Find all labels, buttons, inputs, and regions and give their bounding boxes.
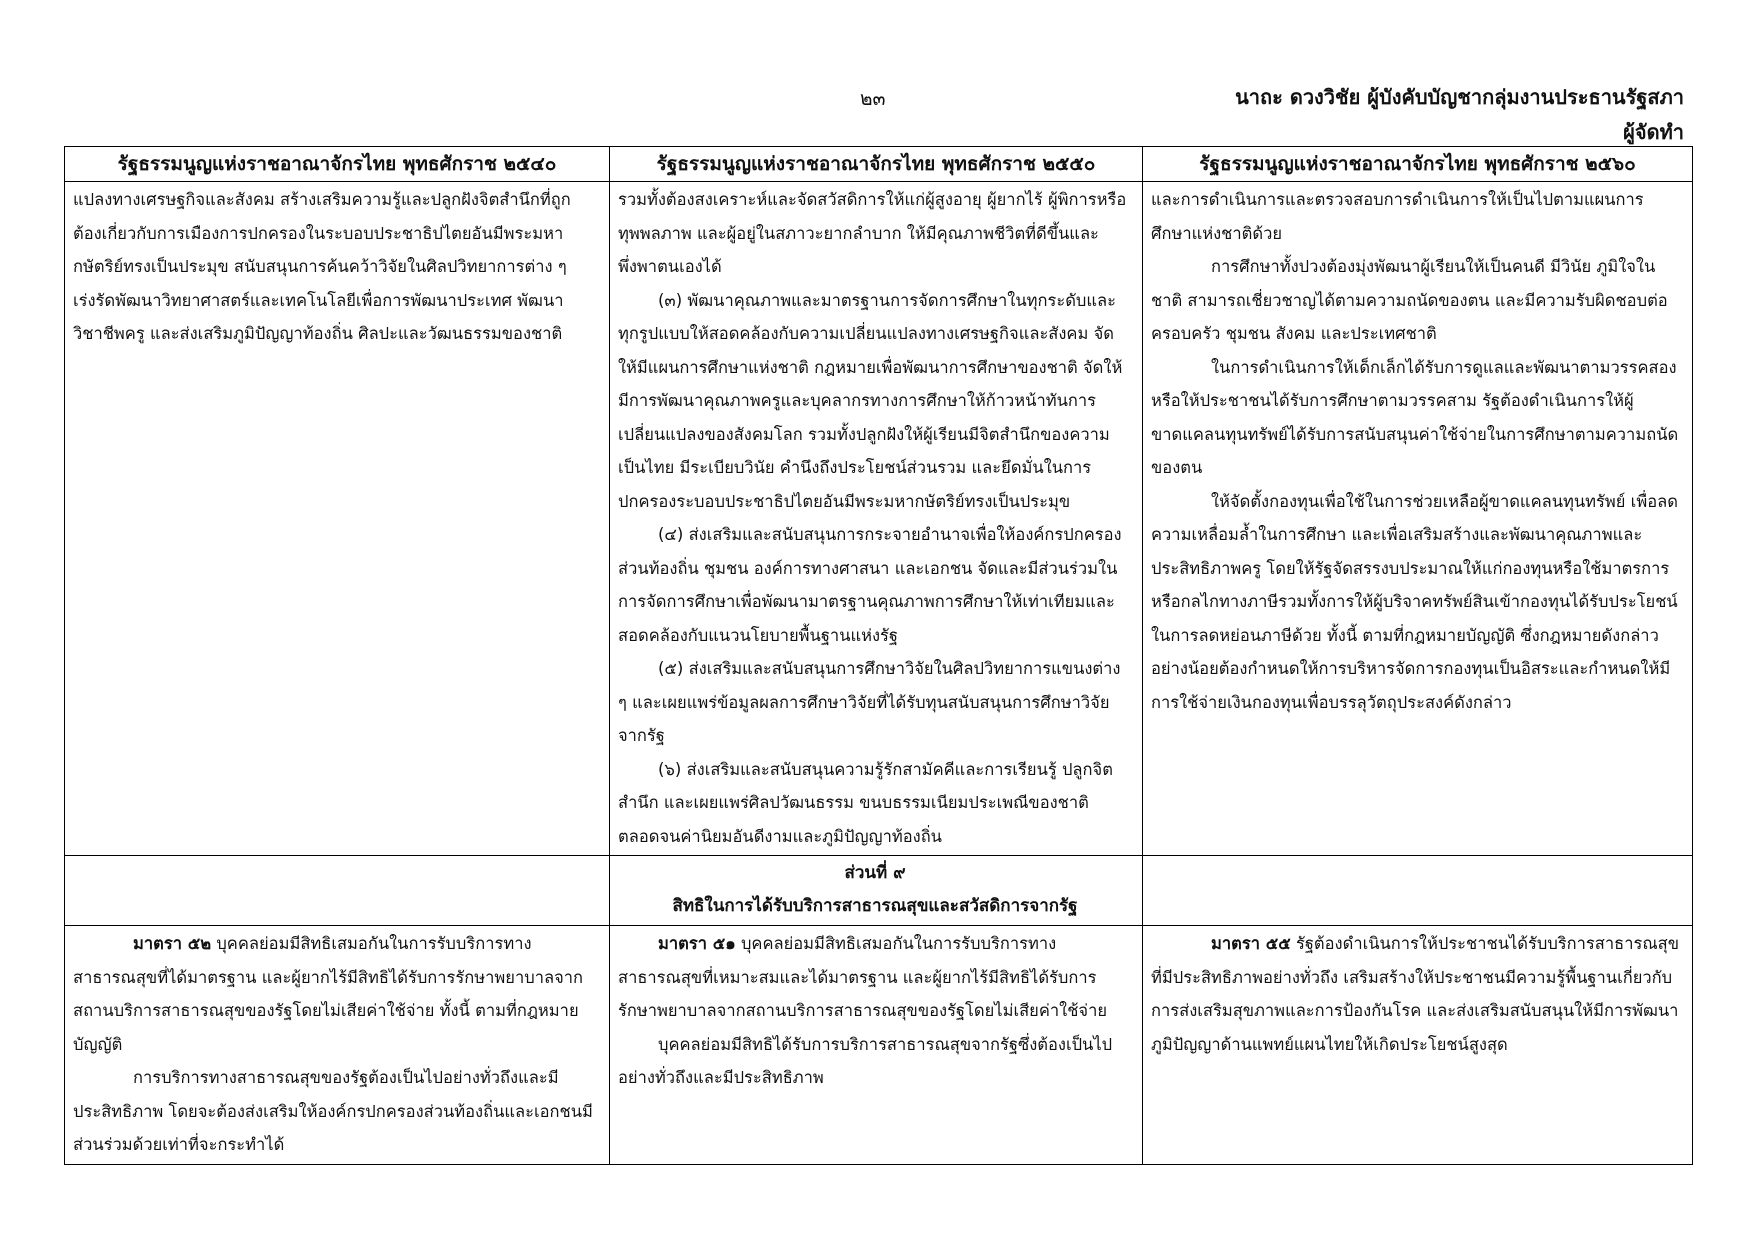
empty-cell [1143,856,1693,926]
paragraph: ในการดำเนินการให้เด็กเล็กได้รับการดูแลและพัฒนาตามวรรคสอง หรือให้ประชาชนได้รับการศึกษาตามวรรคสาม รัฐต้องดำเนินการให้ผู้ขาดแคลนทุนทรัพย์ได้รับการสนับสนุนค่าใช้จ่ายในการศึกษาตามความถนัดของตน [1151,357,1679,477]
table-row [65,182,1693,856]
paragraph: การศึกษาทั้งปวงต้องมุ่งพัฒนาผู้เรียนให้เป็นคนดี มีวินัย ภูมิใจในชาติ สามารถเชี่ยวชาญได้ตามความถนัดของตน และมีความรับผิดชอบต่อครอบครัว ชุมชน สังคม และประเทศชาติ [1151,257,1668,343]
cell-article-51 [610,926,1143,1165]
article-label: มาตรา ๕๑ [658,934,736,953]
author-role: ผู้จัดทำ [1623,120,1684,144]
paragraph [618,927,1132,1028]
article-text: รัฐต้องดำเนินการให้ประชาชนได้รับบริการสาธารณสุขที่มีประสิทธิภาพอย่างทั่วถึง เสริมสร้างให้ประชาชนมีความรู้พื้นฐานเกี่ยวกับการส่งเสริมสุขภาพและการป้องกันโรค และส่งเสริมสนับสนุนให้มีการพัฒนาภูมิปัญญาด้านแพทย์แผนไทยให้เกิดประโยชน์สูงสุด [1151,934,1679,1054]
cell-2550-continued [610,182,1143,856]
comparison-table [64,146,1693,1165]
paragraph: การบริการทางสาธารณสุขของรัฐต้องเป็นไปอย่างทั่วถึงและมีประสิทธิภาพ โดยจะต้องส่งเสริมให้องค์กรปกครองส่วนท้องถิ่นและเอกชนมีส่วนร่วมด้วยเท่าที่จะกระทำได้ [73,1068,593,1154]
paragraph: บุคคลย่อมมีสิทธิได้รับการบริการสาธารณสุขจากรัฐซึ่งต้องเป็นไปอย่างทั่วถึงและมีประสิทธิภาพ [618,1034,1113,1087]
column-header-2560: รัฐธรรมนูญแห่งราชอาณาจักรไทย พุทธศักราช ๒๕๖๐ [1143,147,1693,182]
article-label: มาตรา ๕๕ [1211,934,1291,953]
paragraph: ให้จัดตั้งกองทุนเพื่อใช้ในการช่วยเหลือผู้ขาดแคลนทุนทรัพย์ เพื่อลดความเหลื่อมล้ำในการศึกษา และเพื่อเสริมสร้างและพัฒนาคุณภาพและประสิทธิภาพครู โดยให้รัฐจัดสรรงบประมาณให้แก่กองทุนหรือใช้มาตรการหรือกลไกทางภาษีรวมทั้งการให้ผู้บริจาคทรัพย์สินเข้ากองทุนได้รับประโยชน์ในการลดหย่อนภาษีด้วย ทั้งนี้ ตามที่กฎหมายบัญญัติ ซึ่งกฎหมายดังกล่าวอย่างน้อยต้องกำหนดให้การบริหารจัดการกองทุนเป็นอิสระและกำหนดให้มีการใช้จ่ายเงินกองทุนเพื่อบรรลุวัตถุประสงค์ดังกล่าว [1151,491,1678,712]
section-row [65,856,1693,926]
empty-cell [65,856,610,926]
author-block [1235,80,1684,150]
paragraph: (๓) พัฒนาคุณภาพและมาตรฐานการจัดการศึกษาในทุกระดับและทุกรูปแบบให้สอดคล้องกับความเปลี่ยนแปลงทางเศรษฐกิจและสังคม จัดให้มีแผนการศึกษาแห่งชาติ กฎหมายเพื่อพัฒนาการศึกษาของชาติ จัดให้มีการพัฒนาคุณภาพครูและบุคลากรทางการศึกษาให้ก้าวหน้าทันการเปลี่ยนแปลงของสังคมโลก รวมทั้งปลูกฝังให้ผู้เรียนมีจิตสำนึกของความเป็นไทย มีระเบียบวินัย คำนึงถึงประโยชน์ส่วนรวม และยึดมั่นในการปกครองระบอบประชาธิปไตยอันมีพระมหากษัตริย์ทรงเป็นประมุข [618,290,1123,511]
cell-2560-continued [1143,182,1693,856]
paragraph [1151,927,1682,1061]
table-header-row [65,147,1693,182]
cell-2540-continued [65,182,610,856]
article-text: บุคคลย่อมมีสิทธิเสมอกันในการรับบริการทางสาธารณสุขที่ได้มาตรฐาน และผู้ยากไร้มีสิทธิได้รับการรักษาพยาบาลจากสถานบริการสาธารณสุขของรัฐโดยไม่เสียค่าใช้จ่าย ทั้งนี้ ตามที่กฎหมายบัญญัติ [73,934,583,1054]
paragraph: (๔) ส่งเสริมและสนับสนุนการกระจายอำนาจเพื่อให้องค์กรปกครองส่วนท้องถิ่น ชุมชน องค์การทางศาสนา และเอกชน จัดและมีส่วนร่วมในการจัดการศึกษาเพื่อพัฒนามาตรฐานคุณภาพการศึกษาให้เท่าเทียมและสอดคล้องกับแนวนโยบายพื้นฐานแห่งรัฐ [618,525,1122,645]
section-number: ส่วนที่ ๙ [844,863,906,883]
column-header-2550: รัฐธรรมนูญแห่งราชอาณาจักรไทย พุทธศักราช ๒๕๕๐ [610,147,1143,182]
paragraph: และการดำเนินการและตรวจสอบการดำเนินการให้เป็นไปตามแผนการศึกษาแห่งชาติด้วย [1151,190,1644,243]
column-header-2540: รัฐธรรมนูญแห่งราชอาณาจักรไทย พุทธศักราช ๒๕๔๐ [65,147,610,182]
cell-article-55 [1143,926,1693,1165]
cell-article-52 [65,926,610,1165]
paragraph: รวมทั้งต้องสงเคราะห์และจัดสวัสดิการให้แก่ผู้สูงอายุ ผู้ยากไร้ ผู้พิการหรือทุพพลภาพ และผู้อยู่ในสภาวะยากลำบาก ให้มีคุณภาพชีวิตที่ดีขึ้นและพึ่งพาตนเองได้ [618,190,1127,276]
paragraph: แปลงทางเศรษฐกิจและสังคม สร้างเสริมความรู้และปลูกฝังจิตสำนึกที่ถูกต้องเกี่ยวกับการเมืองการปกครองในระบอบประชาธิปไตยอันมีพระมหากษัตริย์ทรงเป็นประมุข สนับสนุนการค้นคว้าวิจัยในศิลปวิทยาการต่าง ๆ เร่งรัดพัฒนาวิทยาศาสตร์และเทคโนโลยีเพื่อการพัฒนาประเทศ พัฒนาวิชาชีพครู และส่งเสริมภูมิปัญญาท้องถิ่น ศิลปะและวัฒนธรรมของชาติ [73,190,571,343]
paragraph [73,927,599,1061]
section-title: สิทธิในการได้รับบริการสาธารณสุขและสวัสดิการจากรัฐ [672,896,1078,916]
article-label: มาตรา ๕๒ [133,934,212,953]
table-row [65,926,1693,1165]
paragraph: (๕) ส่งเสริมและสนับสนุนการศึกษาวิจัยในศิลปวิทยาการแขนงต่าง ๆ และเผยแพร่ข้อมูลผลการศึกษาวิจัยที่ได้รับทุนสนับสนุนการศึกษาวิจัยจากรัฐ [618,659,1121,745]
article-text: บุคคลย่อมมีสิทธิเสมอกันในการรับบริการทางสาธารณสุขที่เหมาะสมและได้มาตรฐาน และผู้ยากไร้มีสิทธิได้รับการรักษาพยาบาลจากสถานบริการสาธารณสุขของรัฐโดยไม่เสียค่าใช้จ่าย [618,934,1107,1020]
section-heading-cell [610,856,1143,926]
paragraph: (๖) ส่งเสริมและสนับสนุนความรู้รักสามัคคีและการเรียนรู้ ปลูกจิตสำนึก และเผยแพร่ศิลปวัฒนธรรม ขนบธรรมเนียมประเพณีของชาติ ตลอดจนค่านิยมอันดีงามและภูมิปัญญาท้องถิ่น [618,759,1113,846]
author-name: นาถะ ดวงวิชัย ผู้บังคับบัญชากลุ่มงานประธานรัฐสภา [1235,85,1684,109]
page-number: ๒๓ [860,88,886,110]
